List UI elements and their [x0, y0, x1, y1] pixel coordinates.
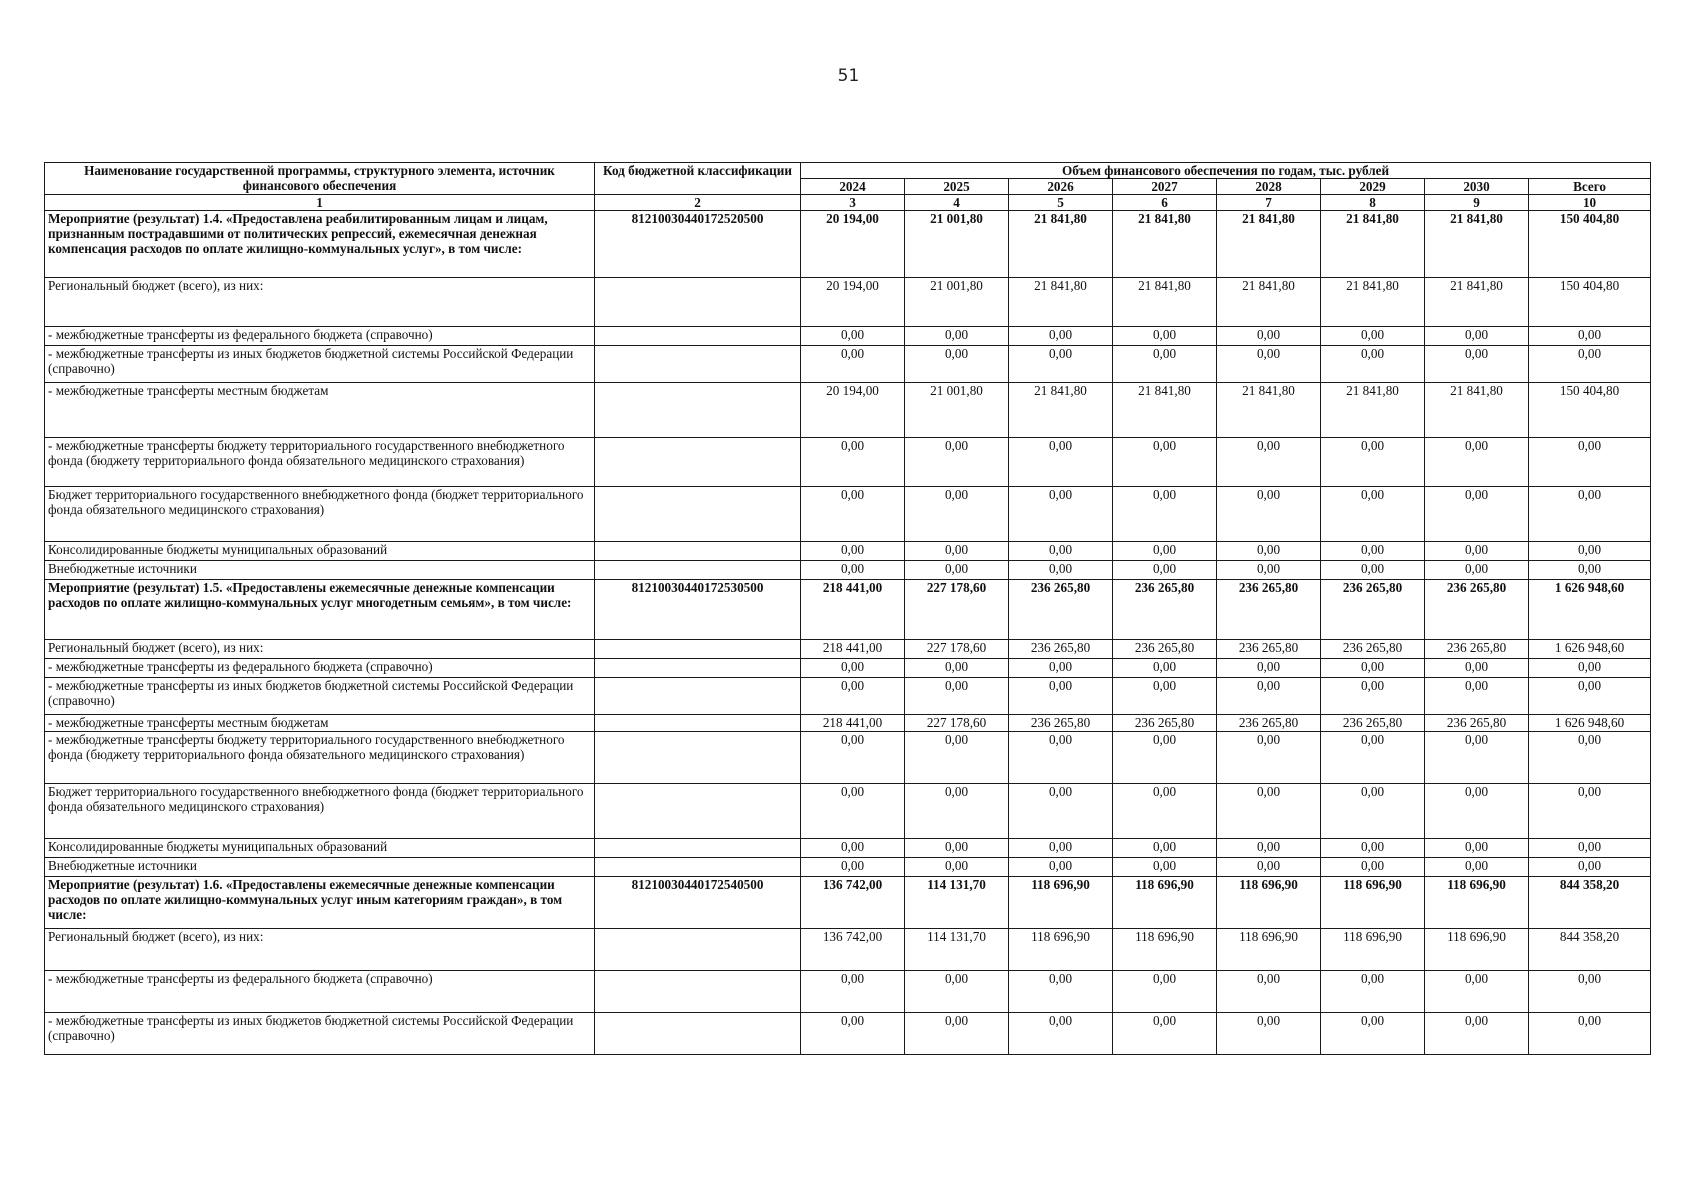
- total-value: 0,00: [1529, 346, 1651, 383]
- table-row: [45, 327, 1651, 346]
- row-name: Внебюджетные источники: [45, 858, 595, 877]
- header-year: 2029: [1321, 179, 1425, 195]
- year-value: 0,00: [1009, 971, 1113, 1013]
- year-value: 118 696,90: [1009, 929, 1113, 971]
- year-value: 227 178,60: [905, 715, 1009, 732]
- year-value: 118 696,90: [1321, 877, 1425, 929]
- total-value: 150 404,80: [1529, 278, 1651, 327]
- year-value: 0,00: [801, 327, 905, 346]
- header-year: 2024: [801, 179, 905, 195]
- total-value: 0,00: [1529, 858, 1651, 877]
- header-name: Наименование государственной программы, структурного элемента, источник финансового обеспечения: [45, 163, 595, 195]
- year-value: 236 265,80: [1217, 640, 1321, 659]
- budget-code: [595, 542, 801, 561]
- total-value: 0,00: [1529, 561, 1651, 580]
- year-value: 0,00: [1425, 732, 1529, 784]
- header-code: Код бюджетной классификации: [595, 163, 801, 195]
- year-value: 0,00: [905, 346, 1009, 383]
- total-value: 0,00: [1529, 327, 1651, 346]
- year-value: 0,00: [905, 542, 1009, 561]
- table-row: [45, 383, 1651, 438]
- year-value: 0,00: [905, 839, 1009, 858]
- total-value: 0,00: [1529, 659, 1651, 678]
- table-row: [45, 346, 1651, 383]
- budget-code: [595, 561, 801, 580]
- year-value: 0,00: [1217, 438, 1321, 487]
- column-number: 1: [45, 195, 595, 211]
- budget-code: [595, 487, 801, 542]
- year-value: 118 696,90: [1113, 877, 1217, 929]
- row-name: Региональный бюджет (всего), из них:: [45, 929, 595, 971]
- year-value: 21 001,80: [905, 278, 1009, 327]
- year-value: 0,00: [1217, 971, 1321, 1013]
- budget-code: 81210030440172540500: [595, 877, 801, 929]
- year-value: 20 194,00: [801, 383, 905, 438]
- year-value: 0,00: [1113, 784, 1217, 839]
- year-value: 0,00: [1217, 858, 1321, 877]
- year-value: 21 841,80: [1009, 383, 1113, 438]
- column-number: 8: [1321, 195, 1425, 211]
- year-value: 0,00: [1425, 327, 1529, 346]
- year-value: 236 265,80: [1425, 580, 1529, 640]
- header-year: 2025: [905, 179, 1009, 195]
- year-value: 21 841,80: [1217, 383, 1321, 438]
- year-value: 0,00: [1009, 327, 1113, 346]
- year-value: 21 841,80: [1217, 211, 1321, 278]
- year-value: 0,00: [1321, 858, 1425, 877]
- year-value: 236 265,80: [1217, 580, 1321, 640]
- budget-code: 81210030440172530500: [595, 580, 801, 640]
- row-name: - межбюджетные трансферты из иных бюджетов бюджетной системы Российской Федерации (справочно): [45, 678, 595, 715]
- year-value: 0,00: [801, 542, 905, 561]
- year-value: 0,00: [1113, 561, 1217, 580]
- year-value: 21 841,80: [1425, 211, 1529, 278]
- column-number: 3: [801, 195, 905, 211]
- year-value: 21 001,80: [905, 211, 1009, 278]
- budget-code: [595, 971, 801, 1013]
- year-value: 0,00: [1009, 784, 1113, 839]
- total-value: 844 358,20: [1529, 877, 1651, 929]
- year-value: 0,00: [1113, 732, 1217, 784]
- row-name: Региональный бюджет (всего), из них:: [45, 278, 595, 327]
- budget-code: [595, 839, 801, 858]
- row-name: Мероприятие (результат) 1.6. «Предоставлены ежемесячные денежные компенсации расходов по оплате жилищно-коммунальных услуг иным категориям граждан», в том числе:: [45, 877, 595, 929]
- budget-code: [595, 715, 801, 732]
- row-name: - межбюджетные трансферты бюджету территориального государственного внебюджетного фонда (бюджету территориального фонда обязательного медицинского страхования): [45, 438, 595, 487]
- table-row: [45, 678, 1651, 715]
- year-value: 0,00: [801, 438, 905, 487]
- year-value: 0,00: [1321, 346, 1425, 383]
- year-value: 0,00: [905, 858, 1009, 877]
- header-volume: Объем финансового обеспечения по годам, тыс. рублей: [801, 163, 1651, 179]
- year-value: 0,00: [1009, 732, 1113, 784]
- row-name: - межбюджетные трансферты из иных бюджетов бюджетной системы Российской Федерации (справочно): [45, 1013, 595, 1055]
- row-name: Бюджет территориального государственного внебюджетного фонда (бюджет территориального фонда обязательного медицинского страхования): [45, 784, 595, 839]
- year-value: 0,00: [1321, 784, 1425, 839]
- year-value: 0,00: [1217, 542, 1321, 561]
- budget-code: [595, 383, 801, 438]
- total-value: 0,00: [1529, 784, 1651, 839]
- year-value: 0,00: [801, 858, 905, 877]
- year-value: 21 001,80: [905, 383, 1009, 438]
- year-value: 0,00: [1113, 542, 1217, 561]
- year-value: 0,00: [1113, 327, 1217, 346]
- row-name: Внебюджетные источники: [45, 561, 595, 580]
- year-value: 0,00: [1217, 1013, 1321, 1055]
- total-value: 0,00: [1529, 542, 1651, 561]
- year-value: 0,00: [905, 971, 1009, 1013]
- year-value: 0,00: [905, 659, 1009, 678]
- table-row: [45, 640, 1651, 659]
- year-value: 0,00: [801, 971, 905, 1013]
- year-value: 0,00: [801, 1013, 905, 1055]
- total-value: 0,00: [1529, 678, 1651, 715]
- table-row: [45, 929, 1651, 971]
- year-value: 21 841,80: [1113, 211, 1217, 278]
- year-value: 0,00: [1009, 438, 1113, 487]
- year-value: 118 696,90: [1009, 877, 1113, 929]
- year-value: 236 265,80: [1321, 580, 1425, 640]
- year-value: 21 841,80: [1321, 383, 1425, 438]
- year-value: 0,00: [1425, 542, 1529, 561]
- year-value: 118 696,90: [1425, 929, 1529, 971]
- row-name: - межбюджетные трансферты местным бюджетам: [45, 383, 595, 438]
- budget-code: [595, 659, 801, 678]
- table-row: [45, 487, 1651, 542]
- year-value: 118 696,90: [1321, 929, 1425, 971]
- total-value: 150 404,80: [1529, 211, 1651, 278]
- table-row: [45, 858, 1651, 877]
- year-value: 0,00: [801, 346, 905, 383]
- year-value: 21 841,80: [1321, 278, 1425, 327]
- year-value: 236 265,80: [1009, 640, 1113, 659]
- year-value: 236 265,80: [1009, 580, 1113, 640]
- header-year: 2027: [1113, 179, 1217, 195]
- row-name: - межбюджетные трансферты местным бюджетам: [45, 715, 595, 732]
- year-value: 218 441,00: [801, 640, 905, 659]
- year-value: 0,00: [1113, 971, 1217, 1013]
- year-value: 236 265,80: [1113, 715, 1217, 732]
- total-value: 150 404,80: [1529, 383, 1651, 438]
- year-value: 0,00: [1217, 487, 1321, 542]
- row-name: - межбюджетные трансферты из иных бюджетов бюджетной системы Российской Федерации (справочно): [45, 346, 595, 383]
- column-number: 9: [1425, 195, 1529, 211]
- year-value: 0,00: [1217, 561, 1321, 580]
- year-value: 0,00: [905, 732, 1009, 784]
- row-name: Бюджет территориального государственного внебюджетного фонда (бюджет территориального фонда обязательного медицинского страхования): [45, 487, 595, 542]
- year-value: 0,00: [1425, 678, 1529, 715]
- row-name: - межбюджетные трансферты из федерального бюджета (справочно): [45, 659, 595, 678]
- header-year: 2026: [1009, 179, 1113, 195]
- budget-code: [595, 929, 801, 971]
- year-value: 227 178,60: [905, 640, 1009, 659]
- row-name: Консолидированные бюджеты муниципальных образований: [45, 542, 595, 561]
- year-value: 0,00: [905, 561, 1009, 580]
- total-value: 0,00: [1529, 487, 1651, 542]
- year-value: 0,00: [801, 784, 905, 839]
- year-value: 0,00: [1321, 839, 1425, 858]
- year-value: 0,00: [1425, 858, 1529, 877]
- header-year: 2030: [1425, 179, 1529, 195]
- year-value: 0,00: [1321, 327, 1425, 346]
- year-value: 0,00: [905, 438, 1009, 487]
- year-value: 218 441,00: [801, 715, 905, 732]
- year-value: 0,00: [1321, 561, 1425, 580]
- activity-row: [45, 580, 1651, 640]
- year-value: 0,00: [1321, 678, 1425, 715]
- year-value: 0,00: [1425, 1013, 1529, 1055]
- year-value: 0,00: [1425, 438, 1529, 487]
- year-value: 0,00: [1217, 346, 1321, 383]
- table-row: [45, 1013, 1651, 1055]
- year-value: 0,00: [905, 784, 1009, 839]
- year-value: 0,00: [1425, 784, 1529, 839]
- year-value: 0,00: [801, 487, 905, 542]
- year-value: 0,00: [1009, 858, 1113, 877]
- year-value: 0,00: [1425, 659, 1529, 678]
- row-name: Мероприятие (результат) 1.5. «Предоставлены ежемесячные денежные компенсации расходов по оплате жилищно-коммунальных услуг многодетным семьям», в том числе:: [45, 580, 595, 640]
- year-value: 0,00: [801, 732, 905, 784]
- year-value: 236 265,80: [1009, 715, 1113, 732]
- budget-code: [595, 346, 801, 383]
- table-row: [45, 732, 1651, 784]
- table-row: [45, 438, 1651, 487]
- year-value: 21 841,80: [1217, 278, 1321, 327]
- row-name: Региональный бюджет (всего), из них:: [45, 640, 595, 659]
- year-value: 21 841,80: [1113, 278, 1217, 327]
- year-value: 0,00: [1425, 346, 1529, 383]
- year-value: 114 131,70: [905, 877, 1009, 929]
- activity-row: [45, 211, 1651, 278]
- year-value: 0,00: [1113, 487, 1217, 542]
- year-value: 118 696,90: [1217, 929, 1321, 971]
- year-value: 21 841,80: [1425, 278, 1529, 327]
- year-value: 0,00: [1321, 659, 1425, 678]
- year-value: 236 265,80: [1321, 640, 1425, 659]
- year-value: 0,00: [1009, 678, 1113, 715]
- budget-code: 81210030440172520500: [595, 211, 801, 278]
- year-value: 236 265,80: [1321, 715, 1425, 732]
- year-value: 236 265,80: [1113, 640, 1217, 659]
- table-row: [45, 839, 1651, 858]
- year-value: 0,00: [905, 487, 1009, 542]
- year-value: 0,00: [1113, 659, 1217, 678]
- year-value: 0,00: [1113, 346, 1217, 383]
- total-value: 1 626 948,60: [1529, 640, 1651, 659]
- year-value: 0,00: [1321, 438, 1425, 487]
- total-value: 0,00: [1529, 438, 1651, 487]
- year-value: 0,00: [1217, 839, 1321, 858]
- year-value: 0,00: [1113, 438, 1217, 487]
- table-row: [45, 542, 1651, 561]
- row-name: - межбюджетные трансферты из федерального бюджета (справочно): [45, 971, 595, 1013]
- year-value: 0,00: [1009, 487, 1113, 542]
- year-value: 0,00: [905, 678, 1009, 715]
- year-value: 20 194,00: [801, 278, 905, 327]
- budget-code: [595, 678, 801, 715]
- year-value: 0,00: [801, 561, 905, 580]
- budget-code: [595, 438, 801, 487]
- table-body: [45, 211, 1651, 1055]
- total-value: 0,00: [1529, 732, 1651, 784]
- year-value: 118 696,90: [1113, 929, 1217, 971]
- total-value: 0,00: [1529, 1013, 1651, 1055]
- year-value: 118 696,90: [1425, 877, 1529, 929]
- year-value: 0,00: [801, 678, 905, 715]
- row-name: - межбюджетные трансферты из федерального бюджета (справочно): [45, 327, 595, 346]
- year-value: 0,00: [1217, 327, 1321, 346]
- column-number: 4: [905, 195, 1009, 211]
- table-row: [45, 971, 1651, 1013]
- column-number: 2: [595, 195, 801, 211]
- year-value: 0,00: [1217, 732, 1321, 784]
- year-value: 0,00: [1217, 784, 1321, 839]
- column-number: 5: [1009, 195, 1113, 211]
- year-value: 0,00: [1113, 858, 1217, 877]
- row-name: Консолидированные бюджеты муниципальных образований: [45, 839, 595, 858]
- column-number: 6: [1113, 195, 1217, 211]
- year-value: 236 265,80: [1217, 715, 1321, 732]
- row-name: Мероприятие (результат) 1.4. «Предоставлена реабилитированным лицам и лицам, признанным пострадавшими от политических репрессий, ежемесячная денежная компенсация расходов по оплате жилищно-коммунальных услуг», в том числе:: [45, 211, 595, 278]
- year-value: 20 194,00: [801, 211, 905, 278]
- year-value: 0,00: [1113, 1013, 1217, 1055]
- year-value: 0,00: [905, 1013, 1009, 1055]
- year-value: 21 841,80: [1009, 278, 1113, 327]
- year-value: 0,00: [1321, 487, 1425, 542]
- budget-code: [595, 278, 801, 327]
- year-value: 0,00: [1009, 1013, 1113, 1055]
- year-value: 218 441,00: [801, 580, 905, 640]
- year-value: 0,00: [1425, 839, 1529, 858]
- budget-code: [595, 784, 801, 839]
- year-value: 136 742,00: [801, 877, 905, 929]
- header-year: 2028: [1217, 179, 1321, 195]
- budget-code: [595, 640, 801, 659]
- table-row: [45, 278, 1651, 327]
- table-row: [45, 784, 1651, 839]
- year-value: 236 265,80: [1425, 715, 1529, 732]
- year-value: 0,00: [801, 839, 905, 858]
- activity-row: [45, 877, 1651, 929]
- year-value: 114 131,70: [905, 929, 1009, 971]
- table-row: [45, 561, 1651, 580]
- table-row: [45, 715, 1651, 732]
- year-value: 0,00: [1217, 659, 1321, 678]
- year-value: 0,00: [1113, 678, 1217, 715]
- year-value: 0,00: [1009, 561, 1113, 580]
- year-value: 0,00: [1425, 971, 1529, 1013]
- table-row: [45, 659, 1651, 678]
- year-value: 0,00: [1217, 678, 1321, 715]
- column-number: 10: [1529, 195, 1651, 211]
- total-value: 844 358,20: [1529, 929, 1651, 971]
- year-value: 0,00: [905, 327, 1009, 346]
- year-value: 0,00: [1321, 971, 1425, 1013]
- total-value: 1 626 948,60: [1529, 715, 1651, 732]
- column-number: 7: [1217, 195, 1321, 211]
- year-value: 0,00: [1321, 732, 1425, 784]
- total-value: 1 626 948,60: [1529, 580, 1651, 640]
- year-value: 0,00: [1425, 487, 1529, 542]
- total-value: 0,00: [1529, 971, 1651, 1013]
- page-number: 51: [837, 66, 860, 86]
- year-value: 227 178,60: [905, 580, 1009, 640]
- budget-code: [595, 327, 801, 346]
- budget-code: [595, 858, 801, 877]
- year-value: 0,00: [1113, 839, 1217, 858]
- year-value: 0,00: [1009, 542, 1113, 561]
- financing-table: [44, 162, 1651, 1055]
- year-value: 136 742,00: [801, 929, 905, 971]
- year-value: 236 265,80: [1113, 580, 1217, 640]
- year-value: 0,00: [801, 659, 905, 678]
- row-name: - межбюджетные трансферты бюджету территориального государственного внебюджетного фонда (бюджету территориального фонда обязательного медицинского страхования): [45, 732, 595, 784]
- year-value: 21 841,80: [1113, 383, 1217, 438]
- year-value: 0,00: [1009, 839, 1113, 858]
- year-value: 0,00: [1425, 561, 1529, 580]
- year-value: 21 841,80: [1321, 211, 1425, 278]
- year-value: 0,00: [1321, 1013, 1425, 1055]
- header-total: Всего: [1529, 179, 1651, 195]
- budget-code: [595, 732, 801, 784]
- year-value: 21 841,80: [1009, 211, 1113, 278]
- year-value: 21 841,80: [1425, 383, 1529, 438]
- year-value: 0,00: [1009, 659, 1113, 678]
- year-value: 236 265,80: [1425, 640, 1529, 659]
- total-value: 0,00: [1529, 839, 1651, 858]
- year-value: 118 696,90: [1217, 877, 1321, 929]
- year-value: 0,00: [1009, 346, 1113, 383]
- year-value: 0,00: [1321, 542, 1425, 561]
- budget-code: [595, 1013, 801, 1055]
